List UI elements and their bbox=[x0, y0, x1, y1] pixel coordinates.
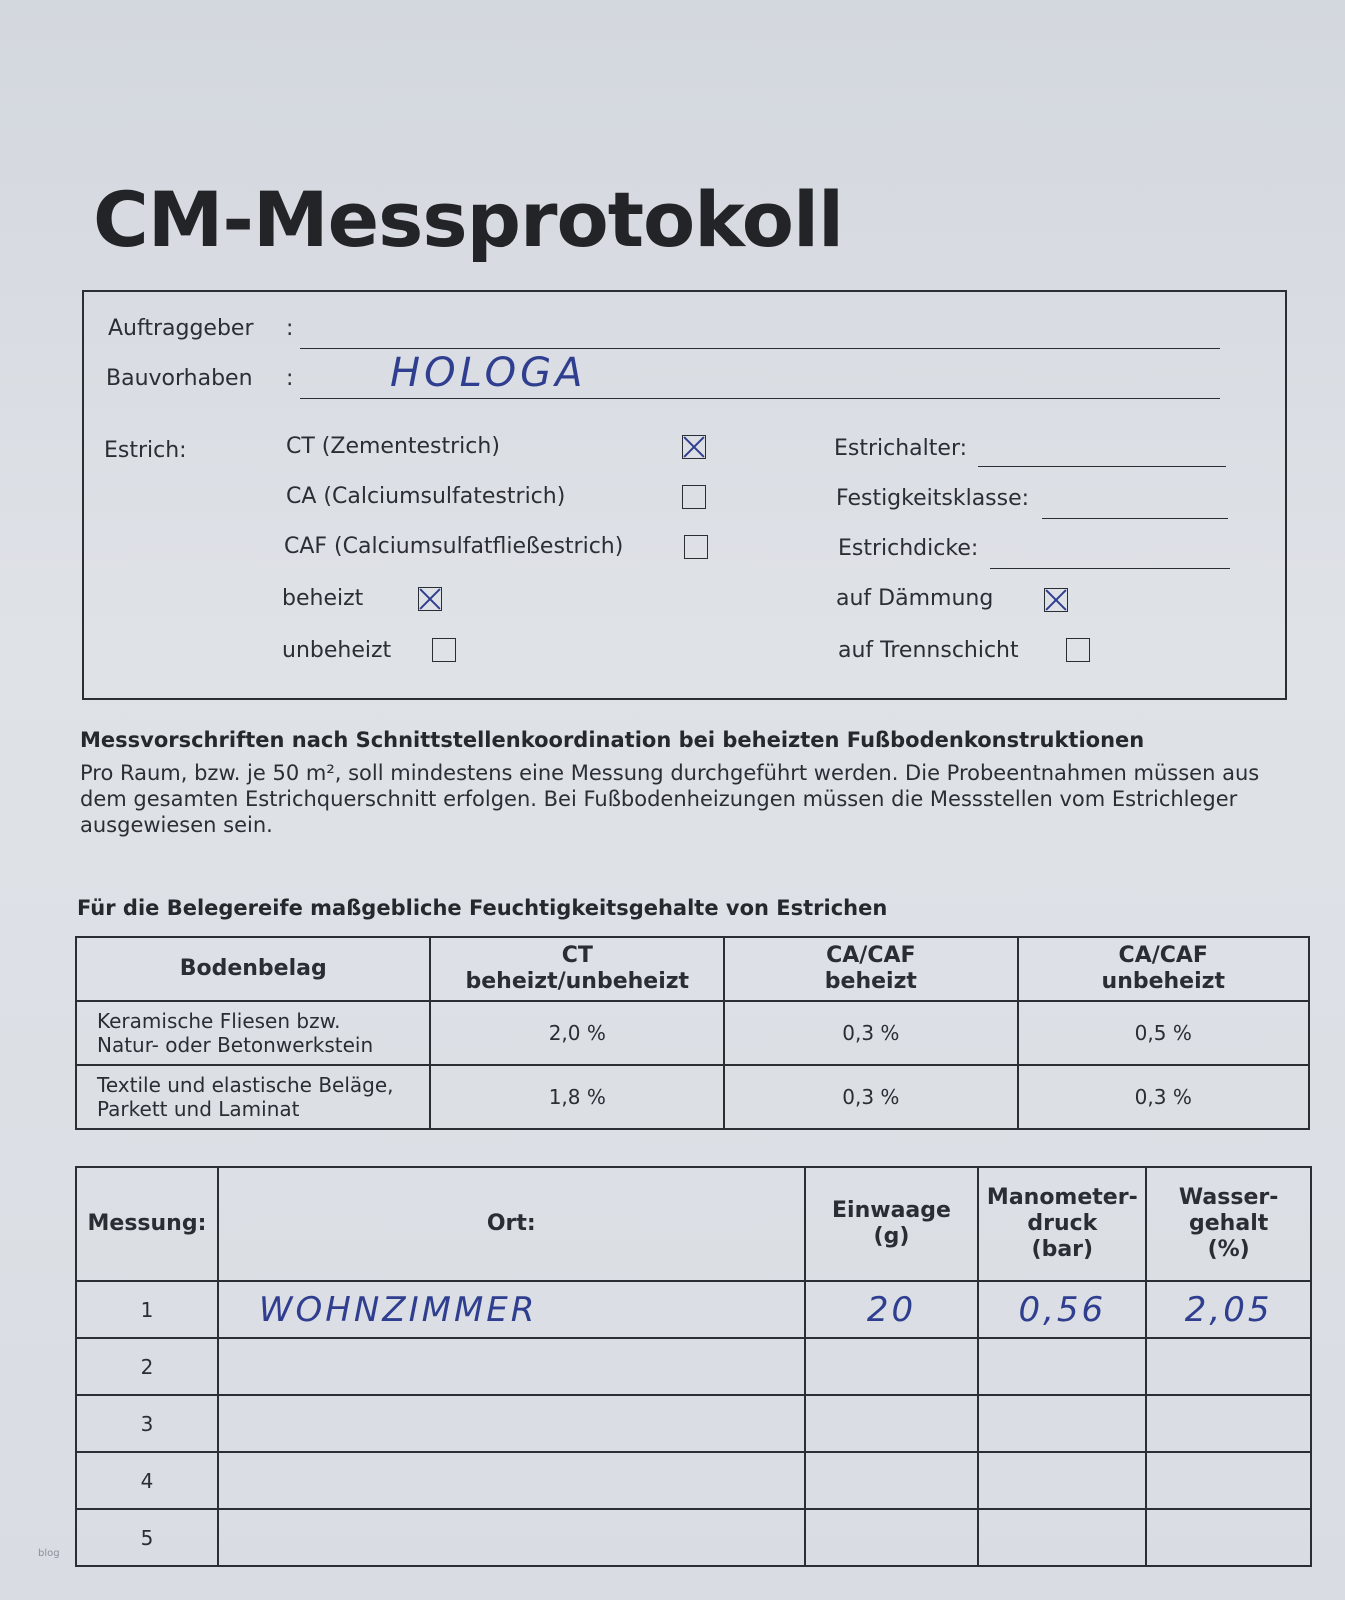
location-cell[interactable] bbox=[218, 1452, 805, 1509]
column-header-line: unbeheizt bbox=[1101, 969, 1225, 994]
column-header bbox=[218, 1167, 805, 1281]
checkbox-caf[interactable] bbox=[684, 535, 708, 559]
layer-label: auf Dämmung bbox=[836, 586, 994, 611]
table-row bbox=[76, 1065, 1309, 1129]
column-header-line: Ort: bbox=[486, 1211, 536, 1236]
table-row bbox=[76, 1001, 1309, 1065]
pressure-cell[interactable] bbox=[978, 1452, 1146, 1509]
bauvorhaben-label: Bauvorhaben bbox=[106, 366, 253, 391]
table-row bbox=[76, 1338, 1311, 1395]
column-header bbox=[978, 1167, 1146, 1281]
column-header-line: (g) bbox=[873, 1224, 910, 1249]
watermark: blog bbox=[38, 1548, 60, 1559]
auftraggeber-label: Auftraggeber bbox=[108, 316, 254, 341]
location-cell[interactable] bbox=[218, 1338, 805, 1395]
table-row bbox=[76, 1509, 1311, 1566]
colon: : bbox=[286, 366, 294, 391]
column-header bbox=[1146, 1167, 1311, 1281]
moisture-table bbox=[75, 936, 1310, 1130]
column-header-line: beheizt bbox=[824, 969, 917, 994]
column-header-line: beheizt/unbeheizt bbox=[465, 969, 690, 994]
estrichdicke-field[interactable] bbox=[990, 568, 1230, 569]
pressure-cell[interactable]: 0,56 bbox=[978, 1281, 1146, 1338]
estrich-type-label: CT (Zementestrich) bbox=[286, 434, 500, 459]
project-info-box bbox=[82, 290, 1287, 700]
estrichalter-label: Estrichalter: bbox=[834, 436, 968, 461]
column-header bbox=[76, 937, 430, 1001]
value-cell: 2,0 % bbox=[430, 1001, 724, 1065]
heating-label: beheizt bbox=[282, 586, 364, 611]
cell-line: Parkett und Laminat bbox=[97, 1097, 300, 1121]
location-cell[interactable] bbox=[218, 1395, 805, 1452]
rules-text: Pro Raum, bzw. je 50 m², soll mindestens eine Messung durchgeführt werden. Die Probeentnahmen müssen aus dem gesamten Estrichquerschnitt erfolgen. Bei Fußbodenheizungen müssen die Messstellen vom Estrichleger ausgewiesen sein. bbox=[80, 761, 1260, 837]
floor-covering-cell bbox=[76, 1065, 430, 1129]
weight-cell[interactable] bbox=[805, 1338, 979, 1395]
moisture-heading: Für die Belegereife maßgebliche Feuchtigkeitsgehalte von Estrichen bbox=[77, 896, 888, 920]
festigkeitsklasse-field[interactable] bbox=[1042, 518, 1228, 519]
measurement-number: 2 bbox=[76, 1338, 218, 1395]
value-cell: 0,3 % bbox=[724, 1065, 1017, 1129]
table-row bbox=[76, 1452, 1311, 1509]
column-header bbox=[1018, 937, 1309, 1001]
column-header-line: (%) bbox=[1207, 1237, 1250, 1262]
cell-line: Keramische Fliesen bzw. bbox=[97, 1009, 341, 1033]
column-header-line: druck bbox=[1027, 1211, 1098, 1236]
pressure-cell[interactable] bbox=[978, 1338, 1146, 1395]
checkbox-beheizt[interactable] bbox=[418, 587, 442, 611]
measurement-number: 1 bbox=[76, 1281, 218, 1338]
value-cell: 0,5 % bbox=[1018, 1001, 1309, 1065]
value-cell: 0,3 % bbox=[1018, 1065, 1309, 1129]
estrichalter-field[interactable] bbox=[978, 466, 1226, 467]
measurement-table bbox=[75, 1166, 1312, 1567]
column-header-line: Messung: bbox=[87, 1211, 207, 1236]
water-content-cell[interactable]: 2,05 bbox=[1146, 1281, 1311, 1338]
water-content-cell[interactable] bbox=[1146, 1395, 1311, 1452]
rules-heading: Messvorschriften nach Schnittstellenkoordination bei beheizten Fußbodenkonstruktionen bbox=[80, 728, 1145, 752]
location-cell[interactable] bbox=[218, 1509, 805, 1566]
column-header-line: Manometer- bbox=[986, 1185, 1138, 1210]
water-content-cell[interactable] bbox=[1146, 1509, 1311, 1566]
weight-cell[interactable] bbox=[805, 1452, 979, 1509]
table-header-row bbox=[76, 1167, 1311, 1281]
checkbox-auf-daemmung[interactable] bbox=[1044, 588, 1068, 612]
column-header bbox=[724, 937, 1017, 1001]
floor-covering-cell bbox=[76, 1001, 430, 1065]
column-header-line: Einwaage bbox=[832, 1198, 951, 1223]
measurement-number: 4 bbox=[76, 1452, 218, 1509]
column-header-line: Wasser- bbox=[1178, 1185, 1279, 1210]
colon: : bbox=[286, 316, 294, 341]
estrichdicke-label: Estrichdicke: bbox=[838, 536, 979, 561]
checkbox-auf-trennschicht[interactable] bbox=[1066, 638, 1090, 662]
measurement-number: 5 bbox=[76, 1509, 218, 1566]
estrich-type-label: CA (Calciumsulfatestrich) bbox=[286, 484, 566, 509]
check-mark-icon bbox=[683, 436, 705, 458]
estrich-label: Estrich: bbox=[104, 438, 187, 463]
column-header-line: CA/CAF bbox=[1118, 943, 1208, 968]
check-mark-icon bbox=[419, 588, 441, 610]
column-header bbox=[805, 1167, 979, 1281]
column-header-line: Bodenbelag bbox=[179, 956, 327, 981]
cell-line: Textile und elastische Beläge, bbox=[97, 1073, 394, 1097]
location-cell[interactable]: WOHNZIMMER bbox=[218, 1281, 805, 1338]
table-row bbox=[76, 1281, 1311, 1338]
weight-cell[interactable] bbox=[805, 1509, 979, 1566]
pressure-cell[interactable] bbox=[978, 1509, 1146, 1566]
heating-label: unbeheizt bbox=[282, 638, 392, 663]
check-mark-icon bbox=[1045, 589, 1067, 611]
table-row bbox=[76, 1395, 1311, 1452]
cell-line: Natur- oder Betonwerkstein bbox=[97, 1033, 374, 1057]
checkbox-unbeheizt[interactable] bbox=[432, 638, 456, 662]
weight-cell[interactable]: 20 bbox=[805, 1281, 979, 1338]
value-cell: 0,3 % bbox=[724, 1001, 1017, 1065]
column-header-line: CT bbox=[561, 943, 593, 968]
auftraggeber-field[interactable] bbox=[300, 348, 1220, 349]
water-content-cell[interactable] bbox=[1146, 1452, 1311, 1509]
bauvorhaben-field[interactable] bbox=[300, 350, 1220, 399]
value-cell: 1,8 % bbox=[430, 1065, 724, 1129]
column-header bbox=[76, 1167, 218, 1281]
pressure-cell[interactable] bbox=[978, 1395, 1146, 1452]
water-content-cell[interactable] bbox=[1146, 1338, 1311, 1395]
checkbox-ca[interactable] bbox=[682, 485, 706, 509]
layer-label: auf Trennschicht bbox=[838, 638, 1019, 663]
column-header bbox=[430, 937, 724, 1001]
column-header-line: (bar) bbox=[1031, 1237, 1094, 1262]
checkbox-ct[interactable] bbox=[682, 435, 706, 459]
table-header-row bbox=[76, 937, 1309, 1001]
column-header-line: gehalt bbox=[1189, 1211, 1269, 1236]
column-header-line: CA/CAF bbox=[826, 943, 916, 968]
festigkeitsklasse-label: Festigkeitsklasse: bbox=[836, 486, 1030, 511]
page-title: CM-Messprotokoll bbox=[93, 175, 844, 264]
weight-cell[interactable] bbox=[805, 1395, 979, 1452]
measurement-number: 3 bbox=[76, 1395, 218, 1452]
estrich-type-label: CAF (Calciumsulfatfließestrich) bbox=[284, 534, 624, 559]
bauvorhaben-value: HOLOGA bbox=[390, 350, 587, 396]
